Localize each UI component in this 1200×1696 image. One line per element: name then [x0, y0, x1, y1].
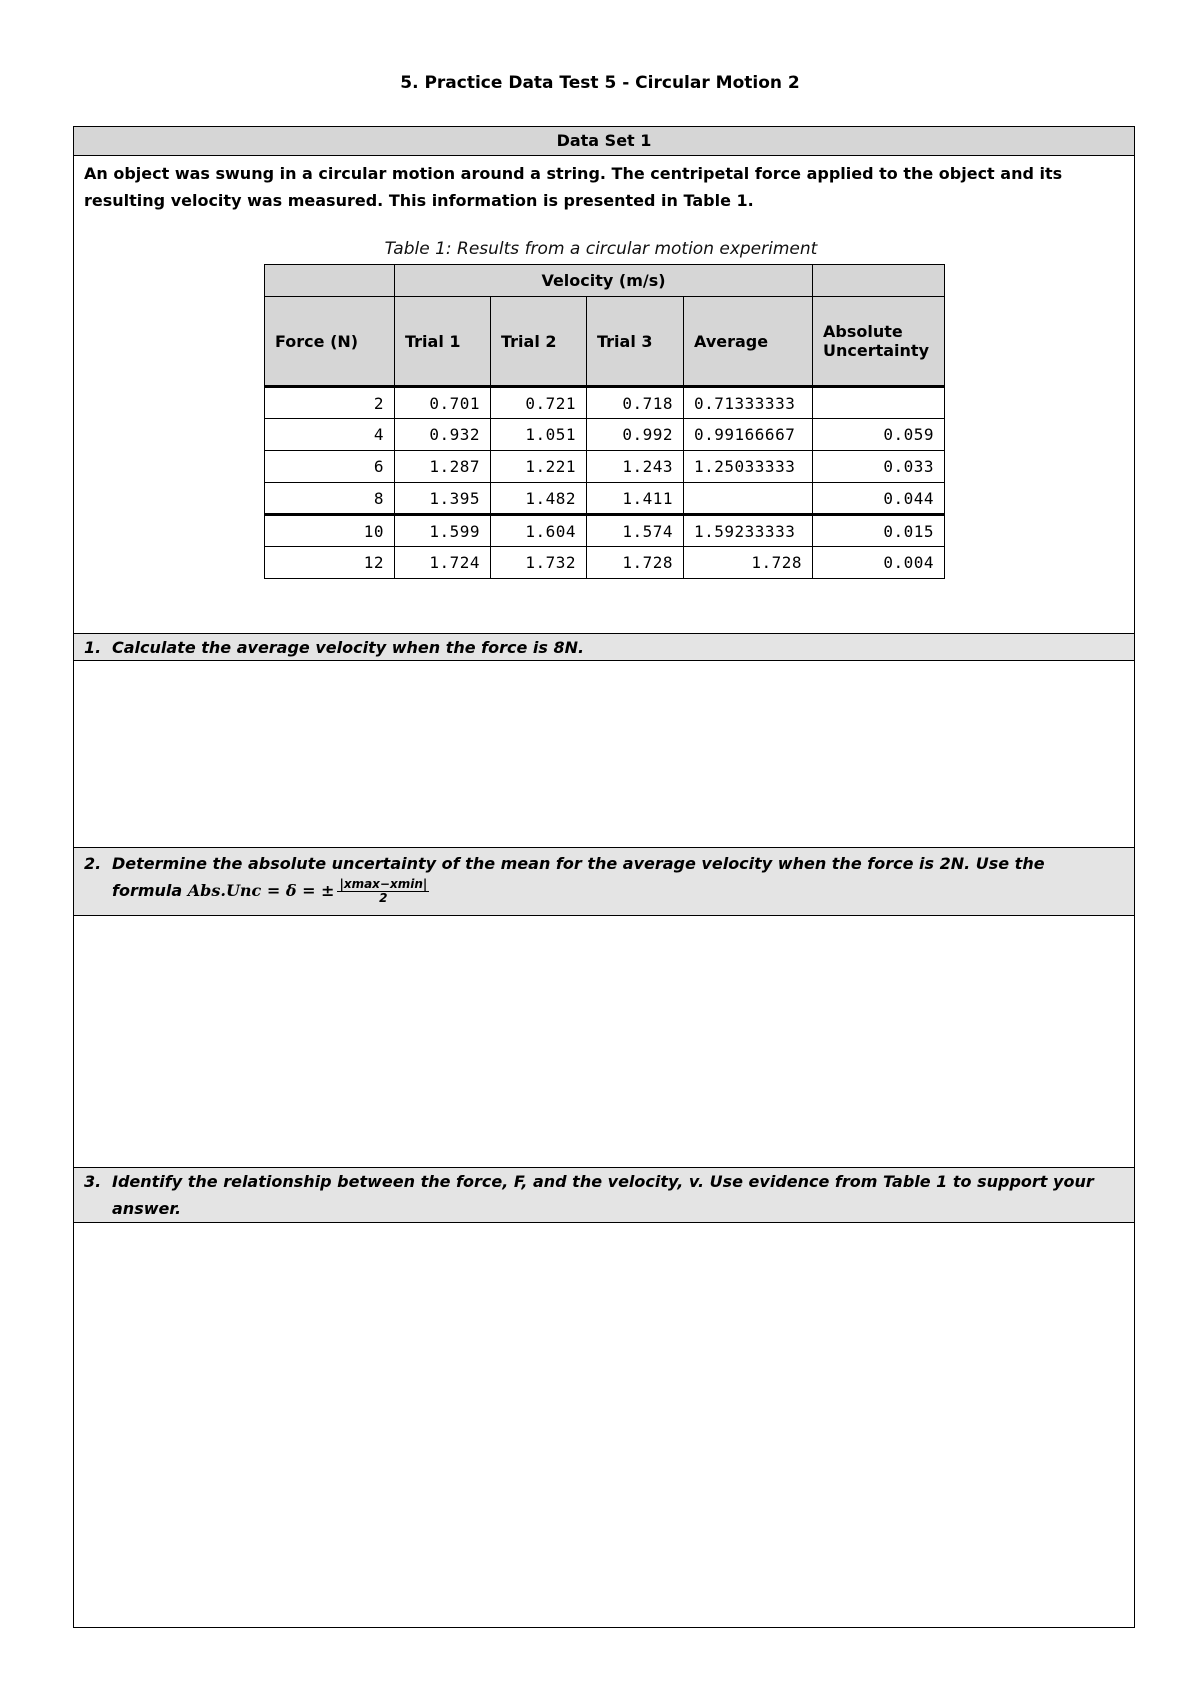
cell-trial2: 1.604	[491, 515, 587, 547]
question-text: Determine the absolute uncertainty of the mean for the average velocity when the force is 2N. Use the	[112, 854, 1045, 873]
question-text-2: answer.	[112, 1199, 182, 1218]
cell-trial2: 1.221	[491, 451, 587, 483]
question-1	[84, 634, 1114, 661]
answer-area-1[interactable]	[74, 661, 1134, 847]
question-text: Identify the relationship between the force, F, and the velocity, v. Use evidence from Table 1 to support your	[112, 1172, 1094, 1191]
cell-uncertainty	[813, 387, 945, 419]
answer-area-2[interactable]	[74, 916, 1134, 1167]
cell-force: 4	[265, 419, 395, 451]
col-header-uncertainty-line2: Uncertainty	[823, 341, 930, 360]
data-set-heading: Data Set 1	[74, 127, 1134, 156]
cell-average: 1.59233333	[684, 515, 813, 547]
intro-line-2: resulting velocity was measured. This information is presented in Table 1.	[84, 191, 754, 210]
cell-force: 10	[265, 515, 395, 547]
question-2-band	[74, 847, 1134, 916]
cell-trial1: 0.932	[395, 419, 491, 451]
blank-header-cell	[813, 265, 945, 297]
question-number: 3.	[84, 1172, 102, 1191]
question-3	[84, 1168, 1114, 1222]
question-text: Calculate the average velocity when the force is 8N.	[112, 638, 585, 657]
cell-trial3: 1.411	[587, 483, 684, 515]
table-caption: Table 1: Results from a circular motion experiment	[384, 239, 818, 259]
question-text-2: formula	[112, 881, 188, 900]
col-header-uncertainty	[813, 297, 945, 387]
cell-trial2: 0.721	[491, 387, 587, 419]
fraction-numerator: |xmax−xmin|	[339, 877, 428, 891]
cell-average: 0.99166667	[684, 419, 813, 451]
cell-trial2: 1.482	[491, 483, 587, 515]
cell-trial1: 1.395	[395, 483, 491, 515]
cell-force: 8	[265, 483, 395, 515]
worksheet-frame	[73, 126, 1135, 1628]
col-header-uncertainty-line1: Absolute	[823, 322, 903, 341]
cell-trial1: 1.599	[395, 515, 491, 547]
cell-trial1: 1.287	[395, 451, 491, 483]
question-1-band	[74, 633, 1134, 661]
table-row	[265, 387, 945, 419]
cell-trial3: 0.992	[587, 419, 684, 451]
cell-uncertainty: 0.044	[813, 483, 945, 515]
cell-trial1: 1.724	[395, 547, 491, 579]
cell-trial2: 1.732	[491, 547, 587, 579]
table-row	[265, 515, 945, 547]
table-row	[265, 419, 945, 451]
col-header-force: Force (N)	[265, 297, 395, 387]
cell-average: 0.71333333	[684, 387, 813, 419]
page-title: 5. Practice Data Test 5 - Circular Motion 2	[400, 73, 800, 93]
cell-uncertainty: 0.004	[813, 547, 945, 579]
cell-force: 6	[265, 451, 395, 483]
cell-trial3: 1.728	[587, 547, 684, 579]
col-header-trial2: Trial 2	[491, 297, 587, 387]
answer-area-3[interactable]	[74, 1223, 1134, 1627]
table-row	[265, 451, 945, 483]
col-header-trial1: Trial 1	[395, 297, 491, 387]
cell-force: 2	[265, 387, 395, 419]
question-number: 1.	[84, 638, 102, 657]
question-3-band	[74, 1167, 1134, 1223]
table-row	[265, 483, 945, 515]
cell-uncertainty: 0.033	[813, 451, 945, 483]
formula-fraction	[337, 878, 429, 905]
cell-average	[684, 483, 813, 515]
cell-average: 1.728	[684, 547, 813, 579]
cell-uncertainty: 0.015	[813, 515, 945, 547]
question-2	[84, 850, 1114, 905]
cell-trial3: 1.243	[587, 451, 684, 483]
cell-trial1: 0.701	[395, 387, 491, 419]
intro-line-1: An object was swung in a circular motion around a string. The centripetal force applied to the object and its	[84, 164, 1063, 183]
question-number: 2.	[84, 854, 102, 873]
data-set-intro	[84, 160, 1094, 214]
blank-header-cell	[265, 265, 395, 297]
col-header-average: Average	[684, 297, 813, 387]
cell-trial2: 1.051	[491, 419, 587, 451]
fraction-denominator: 2	[379, 891, 388, 905]
col-header-trial3: Trial 3	[587, 297, 684, 387]
velocity-group-header: Velocity (m/s)	[395, 265, 813, 297]
cell-trial3: 0.718	[587, 387, 684, 419]
table-row	[265, 547, 945, 579]
results-table	[264, 264, 945, 579]
uncertainty-formula: Abs.Unc = δ = ±	[187, 881, 335, 900]
cell-trial3: 1.574	[587, 515, 684, 547]
cell-average: 1.25033333	[684, 451, 813, 483]
cell-uncertainty: 0.059	[813, 419, 945, 451]
cell-force: 12	[265, 547, 395, 579]
